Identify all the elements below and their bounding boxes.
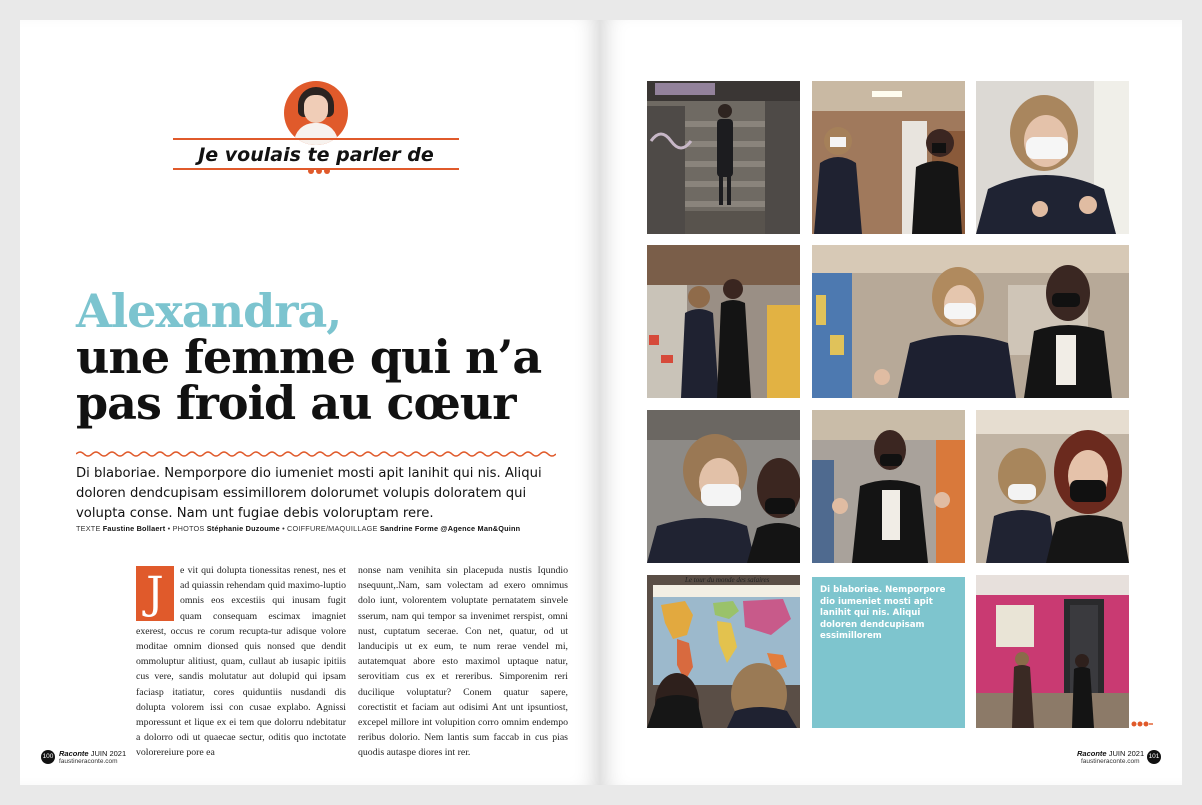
left-page [20,20,600,785]
photo-gesturing [812,410,965,563]
photo-wide-warehouse [812,245,1129,398]
section-kicker: Je voulais te parler de [198,144,434,166]
photo-shop-conversation [812,81,965,234]
footer-issue-left: JUIN 2021 [90,749,127,758]
photo-aisle-walk [647,245,800,398]
drop-cap: J [136,566,174,621]
article-credits [76,524,596,533]
photo-world-map [647,575,800,728]
credit-text-name: Faustine Bollaert [102,524,166,533]
photo-listening [976,410,1129,563]
credit-photos-label: • PHOTOS [167,524,205,533]
map-title: Le tour du monde des salaires [685,576,770,584]
photo-pink-room [976,575,1129,728]
page-number-right: 101 [1147,750,1161,764]
footer-url-left: faustineraconte.com [59,758,118,765]
photo-closeup-masks [647,410,800,563]
footer-brand-right: Raconte [1077,749,1107,758]
end-dots-ornament [1131,721,1153,727]
author-avatar [284,81,348,145]
photo-caption-box [812,577,965,728]
photo-caption: Di blaboriae. Nemporpore dio iumeniet mosti apit lanihit qui nis. Aliqui doloren dendcupisam essimillorem [820,585,946,641]
headline-name: Alexandra, [76,284,342,338]
page-number-left: 100 [41,750,55,764]
article-headline [76,284,576,430]
footer-brand-left: Raconte [59,749,89,758]
footer-url-right: faustineraconte.com [1081,758,1140,765]
kicker-rule-top [173,138,459,140]
right-page [600,20,1182,785]
dots-ornament [306,168,332,176]
credit-photos-name: Stéphanie Duzoume [206,524,280,533]
article-intro: Di blaboriae. Nemporpore dio iumeniet mosti apit lanihit qui nis. Aliqui doloren dendcupisam essimillorem dolorumet volupis doloratem qui volupta conse. Nam unt fugiae debis voloruptam rere. [76,466,542,521]
credit-text-label: TEXTE [76,524,101,533]
footer-left [59,749,126,758]
credit-coiffure-label: • COIFFURE/MAQUILLAGE [282,524,378,533]
photo-staircase [647,81,800,234]
wave-divider [76,450,556,458]
footer-issue-right: JUIN 2021 [1108,749,1145,758]
body-column-1 [136,563,346,761]
body-column-2: nonse nam venihita sin placepuda nustis Iqundio nsequunt,.Nam, sam volectam ad exero omnimus dolo iunt, volorentem voluptate pernatatem sinvele sserum, nam qui tempor sa invenimet rerspist, omni nust, cuptatum secerae. Con net, quatur, od ut landucipis ut ex eum, te num rerae vendel mi, autatemquat abore esto maximol uptaque natur, serovitiam cus ex et rereribus. Simporenim reri ducilique voluptatur? Conem quatur sapere, corectistit et faciam aut odisimi Ant unt ipsuntiost, excepel millore int volupition corro omnim endempo reribus dolorio. Nem lantis sum faccab in cus pias quodis autaspe diores int rer. [358,565,568,759]
body-text-1: e vit qui dolupta tionessitas renest, nes et ad quiassin rehendam quid maximo-luptio omnis eos excestiis qui inusam fugit quam consequam escimax imagniet exerest, occus re corum recupta-tur adisque volore moditae omnim dionsed quis nonsed que dendit ommoluptur alitiust, quam, cullaut ab iusapic ipitiis cus vere, sandis molutatur aut dolupid qui ipsam faciasp itatiatur, cores quiduntiis nusdandi dis dolupta volorem issi con cusae explabo. Agnissi mporessunt et lique ex ei tem que dolorru ndebitatur a dolorro odi ut quaecae sectur, oditis quo inctotate volorereiure pore ea [136,565,346,759]
footer-right [1077,749,1144,758]
headline-line-3: pas froid au cœur [76,376,516,430]
credit-coiffure-name: Sandrine Forme @Agence Man&Quinn [379,524,521,533]
headline-line-2: une femme qui n’a [76,330,542,384]
photo-alexandra-portrait [976,81,1129,234]
